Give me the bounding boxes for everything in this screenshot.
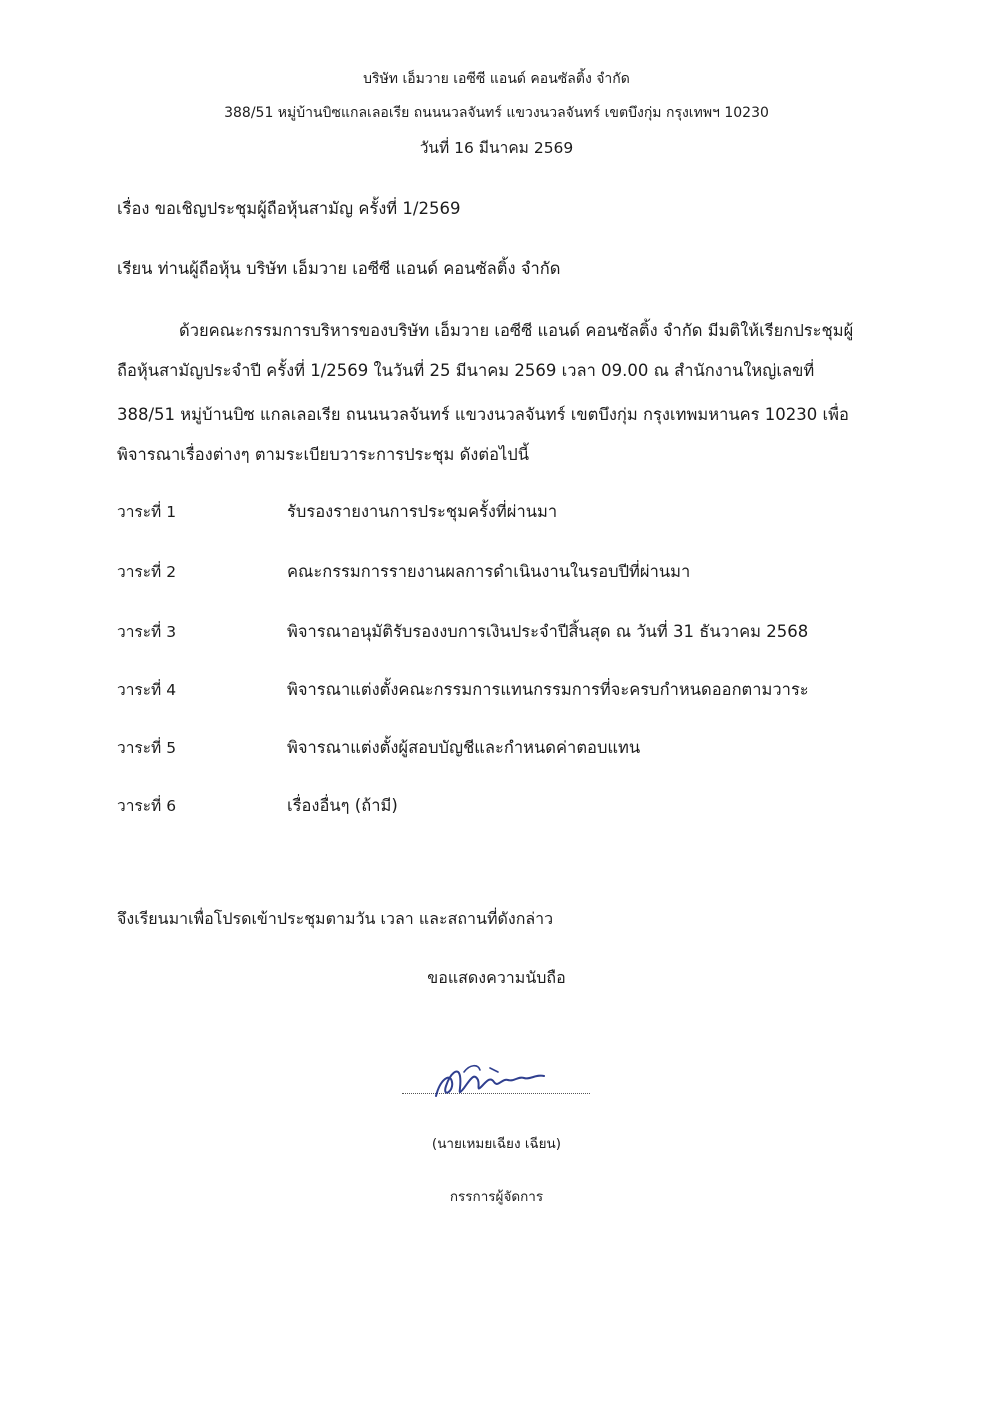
agenda-label: วาระที่ 1 — [117, 503, 177, 521]
agenda-text: คณะกรรมการรายงานผลการดำเนินงานในรอบปีที่ผ่านมา — [287, 562, 691, 581]
agenda-label: วาระที่ 6 — [117, 797, 177, 815]
letter-salutation: เรียน ท่านผู้ถือหุ้น บริษัท เอ็มวาย เอซีซี แอนด์ คอนซัลติ้ง จำกัด — [117, 259, 561, 278]
handwritten-signature — [420, 1058, 570, 1104]
agenda-label: วาระที่ 4 — [117, 681, 177, 699]
agenda-label: วาระที่ 3 — [117, 623, 177, 641]
company-name: บริษัท เอ็มวาย เอซีซี แอนด์ คอนซัลติ้ง จำกัด — [363, 71, 630, 87]
agenda-text: พิจารณาแต่งตั้งคณะกรรมการแทนกรรมการที่จะครบกำหนดออกตามวาระ — [287, 680, 809, 699]
closing-line: จึงเรียนมาเพื่อโปรดเข้าประชุมตามวัน เวลา และสถานที่ดังกล่าว — [117, 909, 554, 928]
signatory-title: กรรการผู้จัดการ — [449, 1189, 544, 1205]
letter-date: วันที่ 16 มีนาคม 2569 — [419, 139, 574, 157]
body-line: 388/51 หมู่บ้านบิซ แกลเลอเรีย ถนนนวลจันทร์ แขวงนวลจันทร์ เขตบึงกุ่ม กรุงเทพมหานคร 10230 เพื่อ — [117, 405, 849, 424]
regards: ขอแสดงความนับถือ — [427, 968, 566, 987]
agenda-label: วาระที่ 2 — [117, 563, 177, 581]
agenda-text: พิจารณาแต่งตั้งผู้สอบบัญชีและกำหนดค่าตอบแทน — [287, 738, 641, 757]
letter-subject: เรื่อง ขอเชิญประชุมผู้ถือหุ้นสามัญ ครั้งที่ 1/2569 — [117, 199, 461, 218]
agenda-text: เรื่องอื่นๆ (ถ้ามี) — [287, 796, 398, 815]
agenda-text: รับรองรายงานการประชุมครั้งที่ผ่านมา — [287, 502, 558, 521]
agenda-text: พิจารณาอนุมัติรับรองงบการเงินประจำปีสิ้นสุด ณ วันที่ 31 ธันวาคม 2568 — [287, 622, 809, 641]
signatory-name: (นายเหมยเฉียง เฉียน) — [431, 1136, 562, 1152]
body-line: ด้วยคณะกรรมการบริหารของบริษัท เอ็มวาย เอซีซี แอนด์ คอนซัลติ้ง จำกัด มีมติให้เรียกประชุมผู้ — [179, 321, 854, 340]
company-address: 388/51 หมู่บ้านบิซแกลเลอเรีย ถนนนวลจันทร์ แขวงนวลจันทร์ เขตบึงกุ่ม กรุงเทพฯ 10230 — [224, 105, 769, 121]
body-line: พิจารณาเรื่องต่างๆ ตามระเบียบวาระการประชุม ดังต่อไปนี้ — [117, 445, 530, 464]
body-line: ถือหุ้นสามัญประจำปี ครั้งที่ 1/2569 ในวันที่ 25 มีนาคม 2569 เวลา 09.00 ณ สำนักงานใหญ่เลขที่ — [117, 361, 815, 380]
agenda-label: วาระที่ 5 — [117, 739, 177, 757]
